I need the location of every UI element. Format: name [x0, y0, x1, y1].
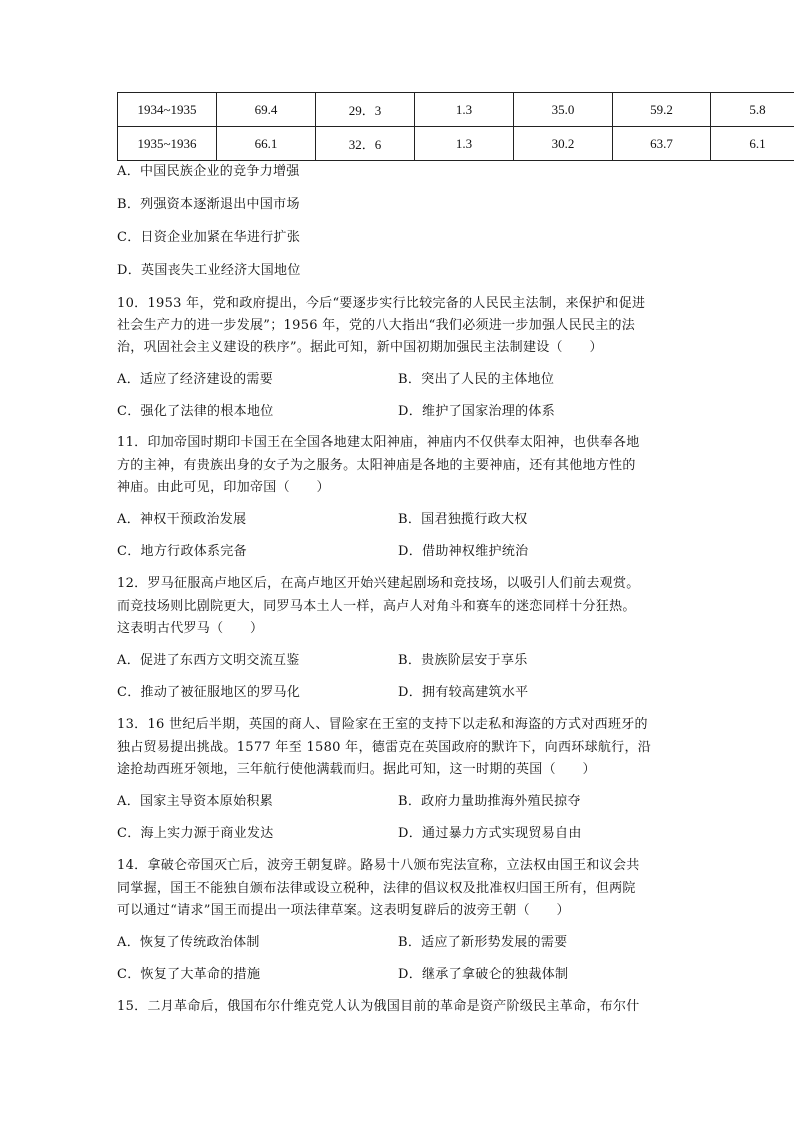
- table-cell: 69.4: [217, 93, 316, 127]
- table-cell: 29．3: [316, 93, 415, 127]
- q12-option-c: C．推动了被征服地区的罗马化: [117, 685, 301, 700]
- table-cell: 1934~1935: [118, 93, 217, 127]
- q13-option-b: B．政府力量助推海外殖民掠夺: [398, 794, 581, 809]
- table-cell: 1.3: [415, 93, 514, 127]
- table-cell: 6.1: [711, 127, 794, 161]
- q14-option-c: C．恢复了大革命的措施: [117, 967, 261, 982]
- q13-stem-line: 途抢劫西班牙领地，三年航行使他满载而归。据此可知，这一时期的英国（ ）: [117, 762, 596, 777]
- q10-option-c: C．强化了法律的根本地位: [117, 404, 274, 419]
- q13-option-c: C．海上实力源于商业发达: [117, 826, 274, 841]
- q9-option-b: B．列强资本逐渐退出中国市场: [117, 197, 300, 212]
- q9-option-a: A．中国民族企业的竞争力增强: [117, 164, 300, 179]
- table-row: [118, 93, 794, 127]
- table-cell: 1.3: [415, 127, 514, 161]
- q13-option-a: A．国家主导资本原始积累: [117, 794, 273, 809]
- table-cell: 63.7: [613, 127, 711, 161]
- q10-stem-line: 10．1953 年，党和政府提出，今后“要逐步实行比较完备的人民民主法制，来保护和促进: [117, 296, 646, 311]
- q13-stem-line: 独占贸易提出挑战。1577 年至 1580 年，德雷克在英国政府的默许下，向西环球航行，沿: [117, 740, 652, 755]
- q12-stem-line: 这表明古代罗马（ ）: [117, 621, 264, 636]
- q15-stem-line: 15．二月革命后，俄国布尔什维克党人认为俄国目前的革命是资产阶级民主革命，布尔什: [117, 999, 640, 1014]
- q12-stem-line: 12．罗马征服高卢地区后，在高卢地区开始兴建起剧场和竞技场，以吸引人们前去观赏。: [117, 576, 640, 591]
- table-cell: 66.1: [217, 127, 316, 161]
- q14-stem-line: 可以通过“请求”国王而提出一项法律草案。这表明复辟后的波旁王朝（ ）: [117, 903, 570, 918]
- q12-option-a: A．促进了东西方文明交流互鉴: [117, 653, 300, 668]
- q11-option-d: D．借助神权维护统治: [398, 544, 529, 559]
- q11-stem-line: 方的主神，有贵族出身的女子为之服务。太阳神庙是各地的主要神庙，还有其他地方性的: [117, 458, 636, 473]
- q9-option-d: D．英国丧失工业经济大国地位: [117, 263, 301, 278]
- q14-option-b: B．适应了新形势发展的需要: [398, 935, 568, 950]
- q14-option-d: D．继承了拿破仑的独裁体制: [398, 967, 569, 982]
- q10-stem-line: 社会生产力的进一步发展”；1956 年，党的八大指出“我们必须进一步加强人民民主的法: [117, 318, 636, 333]
- table-cell: 1935~1936: [118, 127, 217, 161]
- q12-stem-line: 而竞技场则比剧院更大，同罗马本土人一样，高卢人对角斗和赛车的迷恋同样十分狂热。: [117, 599, 636, 614]
- table-cell: 35.0: [514, 93, 613, 127]
- q10-option-b: B．突出了人民的主体地位: [398, 372, 555, 387]
- q9-option-c: C．日资企业加紧在华进行扩张: [117, 230, 301, 245]
- q10-option-d: D．维护了国家治理的体系: [398, 404, 556, 419]
- q11-stem-line: 11．印加帝国时期印卡国王在全国各地建太阳神庙，神庙内不仅供奉太阳神，也供奉各地: [117, 435, 640, 450]
- table-cell: 5.8: [711, 93, 794, 127]
- table-row: [118, 127, 794, 161]
- q11-stem-line: 神庙。由此可见，印加帝国（ ）: [117, 480, 330, 495]
- q11-option-c: C．地方行政体系完备: [117, 544, 247, 559]
- q13-stem-line: 13．16 世纪后半期，英国的商人、冒险家在王室的支持下以走私和海盗的方式对西班牙的: [117, 717, 648, 732]
- statistics-table: [117, 92, 794, 161]
- table-cell: 30.2: [514, 127, 613, 161]
- q14-stem-line: 14．拿破仑帝国灭亡后，波旁王朝复辟。路易十八颁布宪法宣称，立法权由国王和议会共: [117, 858, 640, 873]
- q12-option-d: D．拥有较高建筑水平: [398, 685, 529, 700]
- table-cell: 32．6: [316, 127, 415, 161]
- q13-option-d: D．通过暴力方式实现贸易自由: [398, 826, 582, 841]
- q14-stem-line: 同掌握，国王不能独自颁布法律或设立税种，法律的倡议权及批准权归国王所有，但两院: [117, 881, 636, 896]
- q10-option-a: A．适应了经济建设的需要: [117, 372, 273, 387]
- q11-option-b: B．国君独揽行政大权: [398, 512, 528, 527]
- q12-option-b: B．贵族阶层安于享乐: [398, 653, 528, 668]
- table-cell: 59.2: [613, 93, 711, 127]
- q11-option-a: A．神权干预政治发展: [117, 512, 247, 527]
- q10-stem-line: 治，巩固社会主义建设的秩序”。据此可知，新中国初期加强民主法制建设（ ）: [117, 340, 603, 355]
- q14-option-a: A．恢复了传统政治体制: [117, 935, 260, 950]
